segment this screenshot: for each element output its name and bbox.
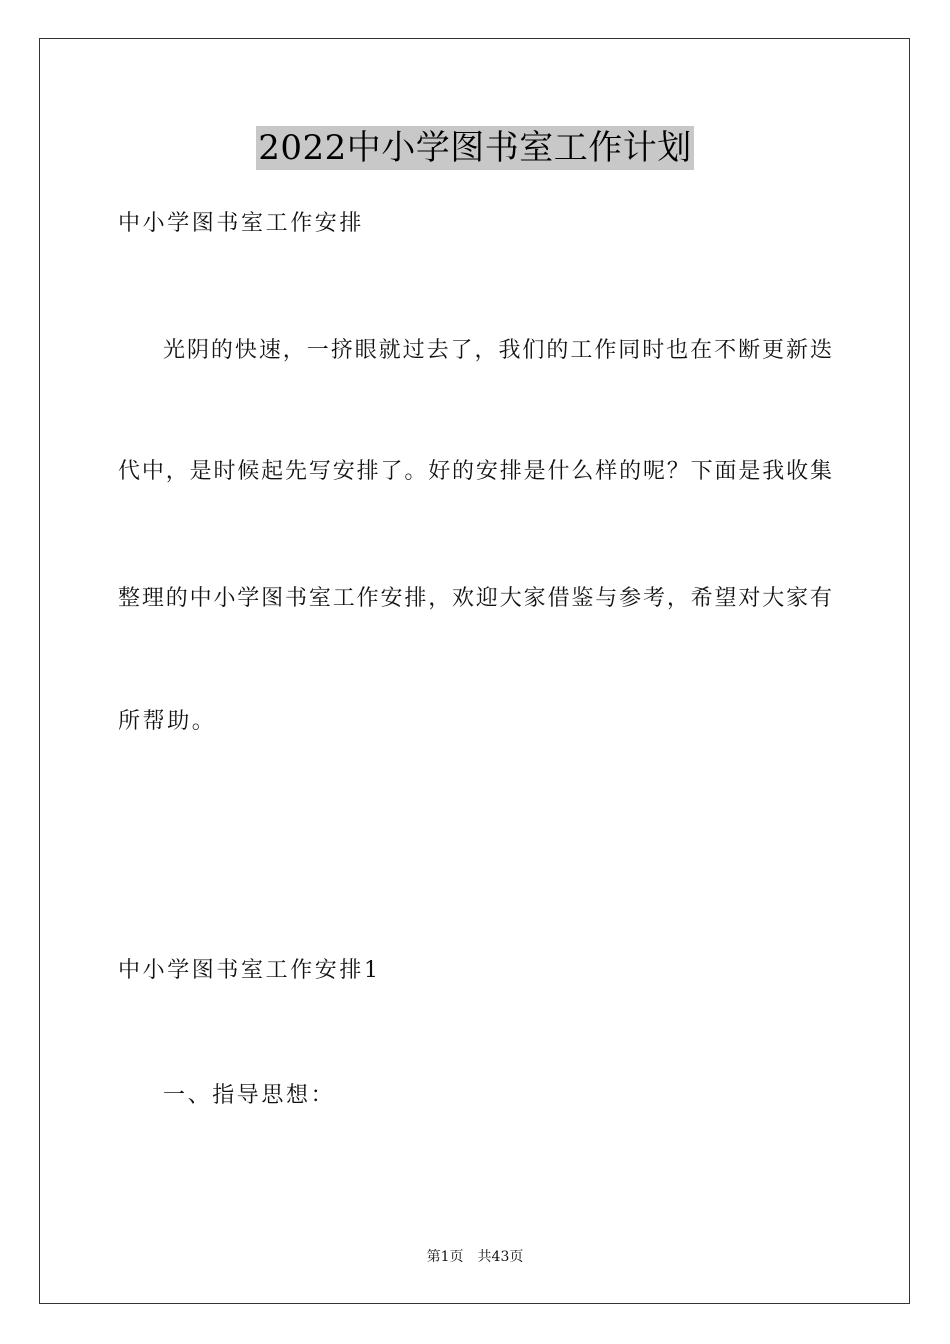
title-container	[0, 126, 950, 170]
paragraph-line: 所帮助。	[118, 709, 217, 734]
document-subtitle: 中小学图书室工作安排	[118, 211, 365, 236]
paragraph-line: 光阴的快速，一挤眼就过去了，我们的工作同时也在不断更新迭	[163, 338, 832, 363]
paragraph-line: 代中，是时候起先写安排了。好的安排是什么样的呢？下面是我收集	[118, 459, 832, 484]
section-heading: 中小学图书室工作安排1	[118, 958, 381, 983]
item-heading: 一、指导思想：	[163, 1083, 336, 1108]
page-footer	[0, 1247, 950, 1267]
document-title: 2022中小学图书室工作计划	[258, 128, 692, 168]
paragraph-line: 整理的中小学图书室工作安排，欢迎大家借鉴与参考，希望对大家有	[118, 586, 832, 611]
page-current: 第1页	[426, 1249, 464, 1265]
page-total: 共43页	[477, 1249, 524, 1265]
